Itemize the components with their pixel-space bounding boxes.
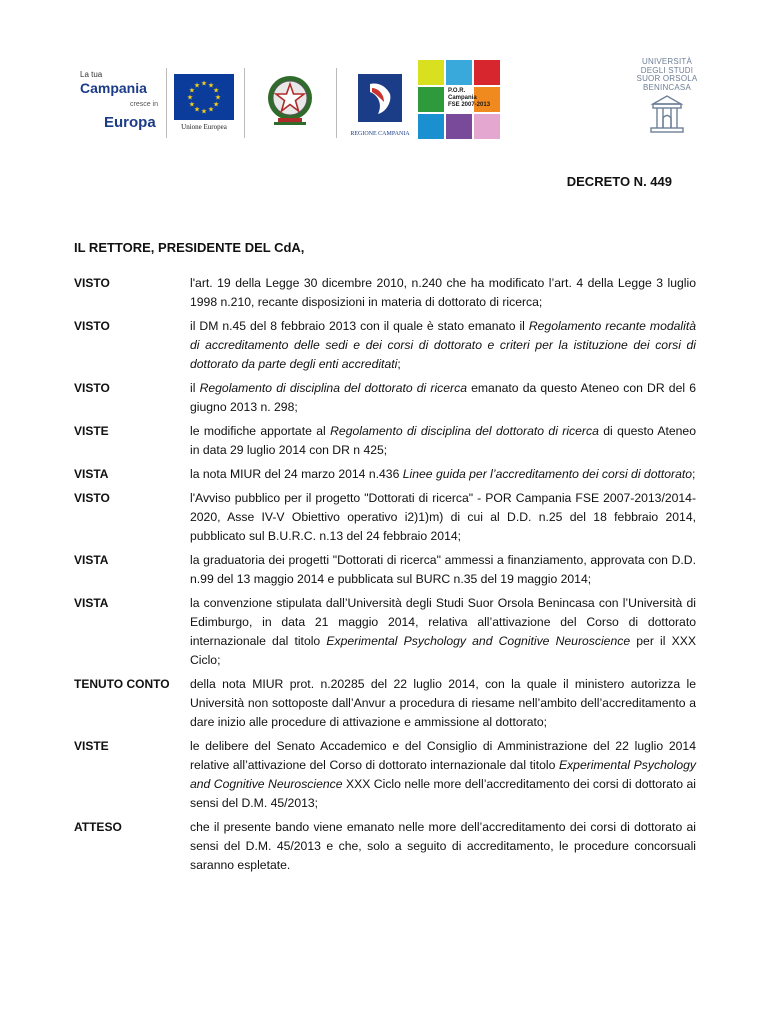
clause-text — [190, 270, 696, 312]
clause-text-segment: di questo Ateneo in data 29 luglio 2014 con DR n 425; — [190, 424, 696, 457]
clause-text-segment: della nota MIUR prot. n.20285 del 22 luglio 2014, con la quale il ministero autorizza le Università non sottoposte dall’Anvur a procedura di riesame nell’ambito dell’accreditamento a dare inizio alle procedure di attivazione e ammissione al dottorato; — [190, 677, 696, 729]
clause-text-segment: l'art. 19 della Legge 30 dicembre 2010, n.240 che ha modificato l’art. 4 della Legge 3 luglio 1998 n.210, recante disposizioni in materia di dottorato di ricerca; — [190, 276, 696, 309]
logo-divider — [244, 68, 245, 138]
clause-keyword: ATTESO — [74, 820, 122, 834]
eu-star-icon: ★ — [207, 82, 215, 90]
clause-row — [74, 313, 696, 374]
clause-keyword: VISTO — [74, 276, 110, 290]
clause-text-segment: il — [190, 381, 200, 395]
logo-divider — [336, 68, 337, 138]
clause-row — [74, 461, 696, 484]
por-logo-line3: FSE 2007-2013 — [448, 102, 491, 108]
clause-text — [190, 671, 696, 732]
clause-row — [74, 375, 696, 417]
campania-europa-logo — [78, 70, 170, 132]
clause-text-segment: ; — [397, 357, 401, 371]
eu-star-icon: ★ — [207, 106, 215, 114]
clause-text — [190, 590, 696, 670]
clause-text — [190, 814, 696, 875]
european-union-logo — [174, 74, 234, 140]
clause-text — [190, 313, 696, 374]
university-building-icon — [647, 92, 687, 136]
por-color-square — [418, 60, 444, 85]
por-campania-fse-logo — [418, 60, 504, 142]
eu-star-icon: ★ — [212, 101, 220, 109]
clause-keyword: VISTE — [74, 424, 109, 438]
clause-keyword: VISTO — [74, 491, 110, 505]
clause-keyword: VISTA — [74, 467, 109, 481]
decree-number: DECRETO N. 449 — [566, 174, 672, 189]
clause-text-italic: Regolamento recante modalità di accreditamento delle sedi e dei corsi di dottorato e criteri per la istituzione dei corsi di dottorato da parte degli enti accreditati — [190, 319, 697, 371]
eu-star-icon: ★ — [200, 108, 208, 116]
clause-text-italic: Regolamento di disciplina del dottorato di ricerca — [330, 424, 599, 438]
clause-text — [190, 547, 696, 589]
clause-row — [74, 671, 696, 732]
por-logo-line2: Campania — [448, 95, 477, 101]
clause-text-segment: che il presente bando viene emanato nelle more dell’accreditamento dei corsi di dottorato ai sensi del D.M. 45/2013 e che, solo a seguito di accreditamento, le procedure concorsuali saranno espletate. — [190, 820, 696, 872]
university-name-line2: DEGLI STUDI — [640, 65, 694, 75]
clause-text-segment: la nota MIUR del 24 marzo 2014 n.436 — [190, 467, 403, 481]
por-color-square — [446, 60, 472, 85]
clause-keyword: VISTO — [74, 381, 110, 395]
clause-text-segment: la convenzione stipulata dall’Università degli Studi Suor Orsola Benincasa con l’Università di Edimburgo, in data 21 maggio 2014, relativa all’attivazione del Corso di dottorato internazionale dal titolo — [190, 596, 696, 648]
clause-row — [74, 590, 696, 670]
por-color-square — [474, 114, 500, 139]
clause-row — [74, 270, 696, 312]
clause-row — [74, 485, 696, 546]
eu-flag-icon — [174, 74, 234, 120]
eu-star-icon: ★ — [193, 82, 201, 90]
university-name-line3: SUOR ORSOLA — [636, 74, 698, 83]
clause-text-segment: XXX Ciclo nelle more dell’accreditamento dei corsi di dottorato ai sensi del D.M. 45/2013; — [190, 777, 696, 810]
clause-text — [190, 733, 696, 813]
clause-text-italic: Experimental Psychology and Cognitive Neuroscience — [190, 758, 696, 791]
repubblica-italiana-emblem — [264, 72, 316, 132]
regione-logo-caption: REGIONE CAMPANIA — [350, 131, 410, 137]
rector-heading: IL RETTORE, PRESIDENTE DEL CdA, — [74, 240, 305, 255]
eu-star-icon: ★ — [214, 94, 222, 102]
clause-row — [74, 733, 696, 813]
clause-text — [190, 418, 696, 460]
university-name-line4: BENINCASA — [642, 82, 692, 92]
regione-campania-icon — [350, 72, 410, 124]
clause-keyword: VISTO — [74, 319, 110, 333]
clause-keyword: TENUTO CONTO — [74, 677, 170, 691]
clause-text-segment: la graduatoria dei progetti "Dottorati di ricerca" ammessi a finanziamento, approvata con D.D. n.99 del 13 maggio 2014 e pubblicata sul BURC n.35 del 19 maggio 2014; — [190, 553, 696, 586]
por-color-square — [418, 87, 444, 112]
clause-text — [190, 375, 696, 417]
clause-text-segment: ; — [692, 467, 696, 481]
clause-text-italic: Regolamento di disciplina del dottorato di ricerca — [199, 381, 467, 395]
eu-star-icon: ★ — [193, 106, 201, 114]
eu-logo-caption: Unione Europea — [181, 123, 227, 131]
campania-logo-line3: cresce in — [129, 101, 158, 108]
italian-emblem-icon — [264, 72, 316, 132]
clause-row — [74, 418, 696, 460]
university-name-line1: UNIVERSITÀ — [641, 57, 692, 66]
clause-text-segment: emanato da questo Ateneo con DR del 6 giugno 2013 n. 298; — [190, 381, 696, 414]
clause-text — [190, 461, 696, 484]
campania-logo-line4: Europa — [104, 114, 156, 131]
logo-divider — [166, 68, 167, 138]
clause-row — [74, 814, 696, 875]
por-color-square — [446, 114, 472, 139]
university-suor-orsola-logo — [630, 58, 704, 142]
campania-logo-line2: Campania — [80, 80, 147, 96]
clause-text — [190, 485, 696, 546]
eu-star-icon: ★ — [188, 87, 196, 95]
clause-text-segment: per il XXX Ciclo; — [190, 634, 697, 667]
clause-text-segment: l'Avviso pubblico per il progetto "Dottorati di ricerca" - POR Campania FSE 2007-2013/2014-2020, Asse IV-V Obiettivo operativo i2)1)m) di cui al D.D. n.25 del 18 febbraio 2014, pubblicato sul B.U.R.C. n.13 del 24 febbraio 2014; — [190, 491, 696, 543]
por-color-square — [418, 114, 444, 139]
por-logo-text — [448, 88, 500, 109]
eu-star-icon: ★ — [188, 101, 196, 109]
clause-text-segment: le modifiche apportate al — [190, 424, 331, 438]
header-logo-strip — [74, 58, 704, 142]
por-color-square — [474, 60, 500, 85]
clause-text-italic: Linee guida per l’accreditamento dei corsi di dottorato — [402, 467, 693, 481]
eu-star-icon: ★ — [200, 80, 208, 88]
clause-text-segment: il DM n.45 del 8 febbraio 2013 con il quale è stato emanato il — [190, 319, 529, 333]
clause-text-italic: Experimental Psychology and Cognitive Neuroscience — [326, 634, 631, 648]
eu-star-icon: ★ — [186, 94, 194, 102]
eu-star-icon: ★ — [212, 87, 220, 95]
preamble-clauses — [74, 270, 696, 876]
campania-logo-line1: La tua — [80, 70, 103, 79]
clause-keyword: VISTA — [74, 553, 109, 567]
regione-campania-logo — [350, 72, 410, 138]
clause-text-segment: le delibere del Senato Accademico e del Consiglio di Amministrazione del 22 luglio 2014 relative all’attivazione del Corso di dottorato internazionale dal titolo — [190, 739, 696, 772]
clause-keyword: VISTA — [74, 596, 109, 610]
clause-keyword: VISTE — [74, 739, 109, 753]
clause-row — [74, 547, 696, 589]
por-logo-line1: P.O.R. — [448, 88, 466, 94]
